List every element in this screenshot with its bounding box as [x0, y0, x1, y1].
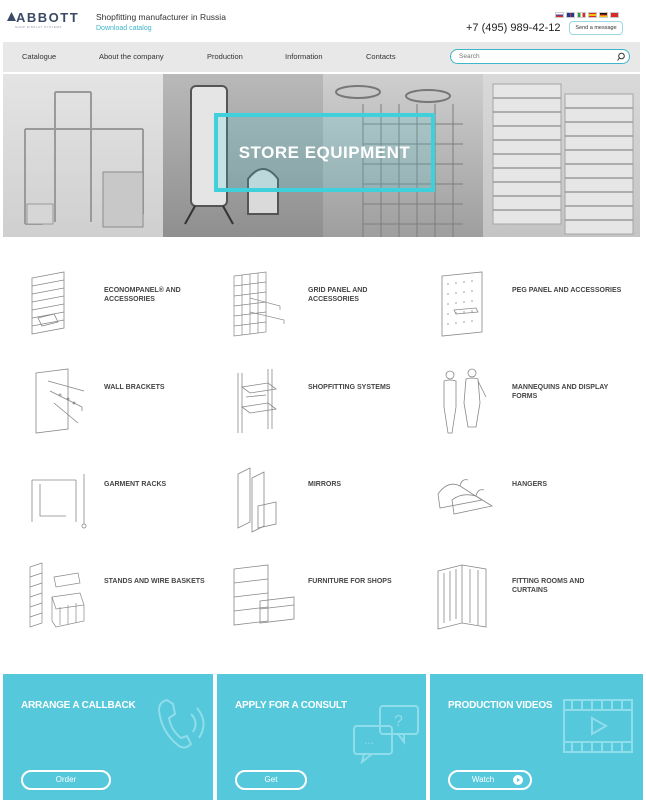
order-button[interactable]: Order [21, 770, 111, 790]
flag-it-icon[interactable] [577, 12, 586, 18]
svg-text:...: ... [364, 733, 375, 747]
category-label: STANDS AND WIRE BASKETS [104, 578, 205, 585]
category-label: MANNEQUINS AND DISPLAY FORMS [512, 384, 609, 400]
phone-number[interactable]: +7 (495) 989-42-12 [466, 22, 561, 34]
logo-text: ABBOTT [16, 10, 80, 25]
peg-panel-icon [432, 270, 507, 340]
search-box [450, 49, 630, 64]
category-label: SHOPFITTING SYSTEMS [308, 384, 391, 391]
slatwall-photo-icon [483, 74, 640, 237]
category-shopfitting[interactable] [228, 367, 428, 447]
wire-basket-icon [24, 561, 99, 631]
category-label: FITTING ROOMS AND CURTAINS [512, 578, 585, 594]
hero-banner[interactable] [3, 74, 640, 237]
shopfitting-icon [228, 367, 303, 437]
chat-icon [352, 704, 422, 764]
category-garment-racks[interactable] [24, 464, 224, 544]
category-label: GRID PANEL AND ACCESSORIES [308, 287, 368, 303]
category-label: MIRRORS [308, 481, 342, 488]
watch-button-label: Watch [471, 775, 495, 784]
mirror-icon [228, 464, 303, 534]
econompanel-icon [24, 270, 99, 340]
logo-subtitle: SHOP DISPLAY SYSTEMS [15, 25, 62, 29]
hero-title: STORE EQUIPMENT [238, 143, 411, 162]
category-label: WALL BRACKETS [104, 384, 165, 391]
hero-panel-slatwall [483, 74, 640, 237]
cta-consult [217, 674, 426, 800]
nav-item-contacts[interactable]: Contacts [366, 52, 396, 61]
category-grid-panel[interactable] [228, 270, 428, 350]
category-mirrors[interactable] [228, 464, 428, 544]
cta-title: ARRANGE A CALLBACK [21, 700, 136, 711]
video-icon [562, 698, 634, 754]
logo[interactable] [7, 10, 95, 32]
play-circle-icon [513, 775, 523, 785]
category-label: ECONOMPANEL® AND ACCESSORIES [104, 287, 181, 303]
category-peg-panel[interactable] [432, 270, 632, 350]
category-label: HANGERS [512, 481, 548, 488]
cta-videos [430, 674, 643, 800]
search-input[interactable] [459, 51, 609, 62]
wall-brackets-icon [24, 367, 99, 437]
category-wall-brackets[interactable] [24, 367, 224, 447]
language-flags [555, 12, 625, 20]
category-hangers[interactable] [432, 464, 632, 544]
garment-rack-photo-icon [3, 74, 163, 237]
flag-de-icon[interactable] [599, 12, 608, 18]
main-nav [3, 42, 640, 72]
hero-panel-racks [3, 74, 163, 237]
furniture-icon [228, 561, 303, 631]
cta-title: APPLY FOR A CONSULT [235, 700, 347, 711]
nav-item-information[interactable]: Information [285, 52, 323, 61]
flag-en-icon[interactable] [566, 12, 575, 18]
category-mannequins[interactable] [432, 367, 632, 447]
cta-callback [3, 674, 213, 800]
hero-title-box [214, 113, 435, 192]
nav-item-production[interactable]: Production [207, 52, 243, 61]
cta-title: PRODUCTION VIDEOS [448, 700, 553, 711]
phone-icon [153, 694, 208, 754]
hanger-icon [432, 464, 507, 534]
garment-rack-icon [24, 464, 99, 534]
category-label: FURNITURE FOR SHOPS [308, 578, 392, 585]
nav-item-catalogue[interactable]: Catalogue [22, 52, 57, 61]
get-button[interactable]: Get [235, 770, 307, 790]
flag-es-icon[interactable] [588, 12, 597, 18]
category-fitting-rooms[interactable] [432, 561, 632, 641]
category-wire-baskets[interactable] [24, 561, 224, 641]
logo-mark-icon [7, 12, 16, 21]
download-catalog-link[interactable]: Download catalog [96, 25, 152, 32]
category-econompanel[interactable] [24, 270, 224, 350]
search-icon[interactable] [616, 52, 626, 62]
mannequin-icon [432, 367, 507, 437]
header [0, 0, 646, 42]
flag-ru-icon[interactable] [555, 12, 564, 18]
category-label: GARMENT RACKS [104, 481, 167, 488]
flag-tr-icon[interactable] [610, 12, 619, 18]
category-label: PEG PANEL AND ACCESSORIES [512, 287, 622, 294]
nav-item-about[interactable]: About the company [99, 52, 164, 61]
fitting-room-icon [432, 561, 507, 631]
send-message-button[interactable]: Send a message [569, 21, 623, 35]
grid-panel-icon [228, 270, 303, 340]
svg-text:?: ? [394, 713, 403, 730]
tagline: Shopfitting manufacturer in Russia [96, 12, 226, 22]
category-furniture[interactable] [228, 561, 428, 641]
